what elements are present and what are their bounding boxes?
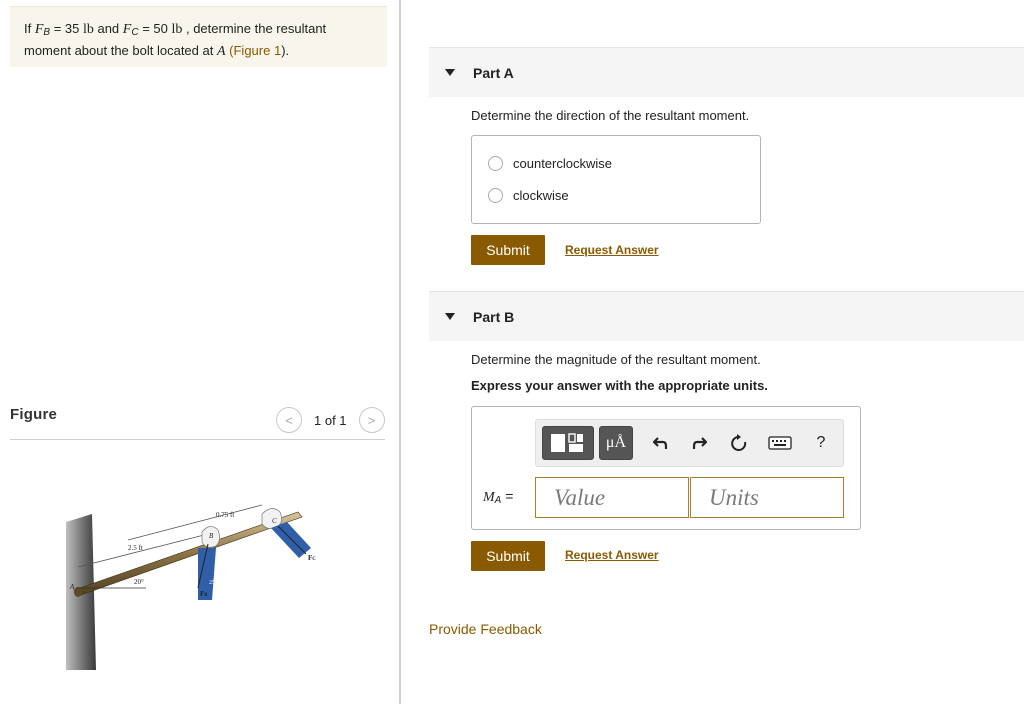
part-b-title: Part B	[473, 308, 515, 325]
fc-symbol: F	[122, 22, 132, 37]
help-icon[interactable]: ?	[816, 434, 826, 451]
part-b-header[interactable]	[429, 291, 1024, 341]
problem-line1-end: , determine the resultant	[182, 21, 327, 36]
figure-page-indicator: 1 of 1	[314, 412, 347, 428]
choice-clockwise[interactable]	[488, 188, 569, 203]
templates-glyph	[548, 431, 588, 455]
part-a-title: Part A	[473, 64, 514, 81]
paren-open: (	[225, 43, 234, 58]
units-input[interactable]: Units	[690, 477, 844, 518]
left-pane	[0, 0, 400, 704]
label-force-b-sub: B	[204, 593, 208, 598]
part-a-submit-button[interactable]: Submit	[471, 235, 545, 265]
label-angle-30: 30°	[282, 558, 291, 564]
moment-label	[483, 488, 513, 506]
provide-feedback-link[interactable]: Provide Feedback	[429, 621, 542, 637]
reset-icon[interactable]	[726, 430, 752, 456]
label-force-b-symbol: F	[200, 590, 205, 598]
figure-link[interactable]: Figure 1	[233, 43, 282, 58]
prev-figure-button[interactable]: <	[276, 407, 302, 433]
moment-subscript: A	[494, 495, 502, 506]
point-a: A	[216, 44, 226, 59]
value-input[interactable]: Value	[535, 477, 689, 518]
keyboard-icon[interactable]	[766, 431, 794, 455]
figure-title: Figure	[10, 406, 58, 423]
figure-divider	[10, 439, 385, 440]
choice-label: clockwise	[513, 188, 569, 203]
math-toolbar	[535, 419, 844, 467]
pane-divider[interactable]	[399, 0, 401, 704]
part-b-submit-button[interactable]: Submit	[471, 541, 545, 571]
fb-subscript: B	[43, 27, 51, 38]
collapse-caret-icon	[445, 69, 455, 76]
fb-symbol: F	[34, 22, 44, 37]
paren-close: ).	[281, 43, 290, 58]
moment-equals: =	[501, 488, 514, 504]
part-b-instruction: Express your answer with the appropriate units.	[471, 378, 768, 393]
part-a-question: Determine the direction of the resultant moment.	[471, 108, 750, 123]
fc-unit: lb	[171, 22, 183, 37]
radio-clockwise[interactable]	[488, 188, 503, 203]
fb-unit: lb	[82, 22, 94, 37]
part-a-request-answer-link[interactable]: Request Answer	[565, 243, 659, 257]
undo-icon[interactable]	[648, 430, 674, 456]
moment-symbol: M	[483, 490, 495, 505]
problem-line-2	[24, 42, 373, 61]
label-2-5ft: 2.5 ft	[128, 544, 143, 552]
label-point-c: C	[272, 517, 277, 525]
label-angle-25: 25°	[209, 580, 218, 586]
part-b-request-answer-link[interactable]: Request Answer	[565, 548, 659, 562]
problem-text: If	[24, 21, 35, 36]
next-figure-button[interactable]: >	[359, 407, 385, 433]
problem-line2-start: moment about the bolt located at	[24, 43, 217, 58]
fb-equals: = 35	[50, 21, 83, 36]
direction-choices	[471, 135, 761, 224]
figure-navigation	[276, 407, 385, 433]
templates-icon[interactable]	[542, 426, 594, 460]
label-angle-20: 20°	[134, 578, 144, 586]
label-force-c-symbol: F	[308, 554, 313, 562]
label-point-b: B	[209, 532, 214, 540]
bolt-a	[74, 587, 82, 597]
units-icon[interactable]: μÅ	[599, 426, 633, 460]
label-force-c-sub: C	[312, 557, 316, 562]
problem-and: and	[93, 21, 123, 36]
radio-counterclockwise[interactable]	[488, 156, 503, 171]
choice-label: counterclockwise	[513, 156, 612, 171]
fc-equals: = 50	[138, 21, 172, 36]
part-a-header[interactable]	[429, 47, 1024, 97]
label-0-75ft: 0.75 ft	[216, 511, 235, 519]
fc-subscript: C	[131, 27, 139, 38]
wrench-figure	[66, 492, 326, 672]
problem-line-1	[24, 20, 373, 42]
collapse-caret-icon	[445, 313, 455, 320]
label-point-a: A	[70, 583, 75, 591]
redo-icon[interactable]	[686, 430, 712, 456]
label-force-c	[308, 554, 316, 562]
problem-statement	[10, 6, 387, 67]
choice-counterclockwise[interactable]	[488, 156, 612, 171]
part-b-question: Determine the magnitude of the resultant moment.	[471, 352, 761, 367]
